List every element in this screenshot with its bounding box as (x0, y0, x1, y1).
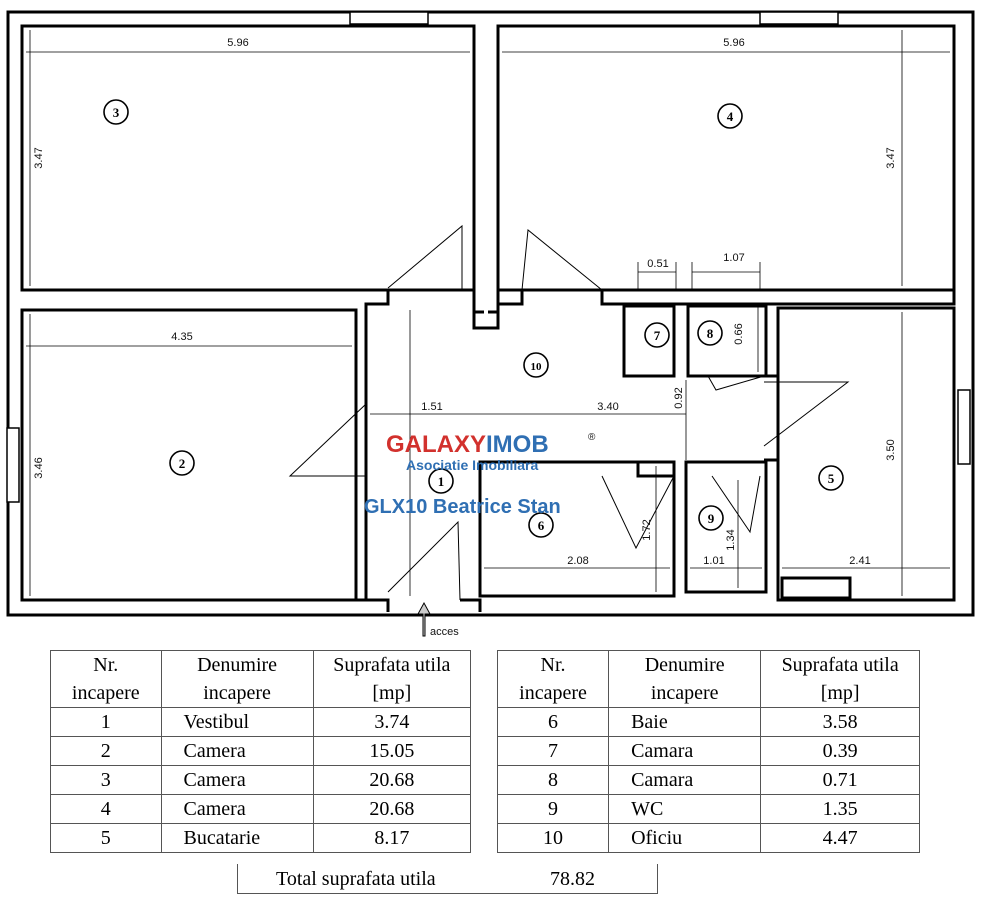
total-label: Total suprafata utila (276, 868, 436, 890)
table-row: 1 Vestibul 3.74 (51, 708, 471, 737)
table-header-row (51, 651, 471, 708)
table-row: 7 Camara 0.39 (498, 737, 920, 766)
header-name: Denumire incapere (609, 651, 761, 708)
room-number-5: 5 (827, 471, 835, 486)
header-area: Suprafata utila [mp] (761, 651, 920, 708)
table-row: 2 Camera 15.05 (51, 737, 471, 766)
windows (7, 12, 970, 502)
door-swings (290, 226, 848, 600)
walls (8, 12, 973, 615)
dim-room5-height: 3.50 (885, 439, 897, 461)
dim-wc-height: 1.34 (725, 529, 737, 551)
brand-registered: ® (588, 432, 596, 443)
room-number-10: 10 (530, 361, 542, 373)
header-name: Denumire incapere (161, 651, 313, 708)
dim-bath-width: 2.08 (567, 555, 589, 567)
dim-room5-width: 2.41 (849, 555, 871, 567)
access-arrow-icon (418, 603, 430, 636)
room-number-3: 3 (112, 105, 120, 120)
dim-room2-height: 3.46 (33, 457, 45, 479)
dim-pantry8-width: 1.07 (723, 252, 745, 264)
dim-room2-width: 4.35 (171, 331, 193, 343)
table-row: 9 WC 1.35 (498, 795, 920, 824)
dim-room3-width: 5.96 (227, 37, 249, 49)
dim-pantry7-width: 0.51 (647, 258, 669, 270)
room-number-1: 1 (437, 474, 445, 489)
header-nr: Nr. incapere (498, 651, 609, 708)
dim-wc-width: 1.01 (703, 555, 725, 567)
room-number-2: 2 (178, 456, 186, 471)
brand-part2: IMOB (486, 431, 549, 458)
room-number-8: 8 (706, 326, 714, 341)
table-row: 5 Bucatarie 8.17 (51, 824, 471, 853)
room-number-6: 6 (537, 518, 545, 533)
total-value: 78.82 (550, 868, 595, 890)
agent-label: GLX10 Beatrice Stan (364, 496, 561, 518)
table-row: 6 Baie 3.58 (498, 708, 920, 737)
total-row (237, 864, 658, 894)
dim-corridor-main: 3.40 (597, 401, 619, 413)
access-label: acces (430, 626, 459, 638)
table-row: 10 Oficiu 4.47 (498, 824, 920, 853)
room-number-7: 7 (653, 328, 661, 343)
header-area: Suprafata utila [mp] (313, 651, 470, 708)
brand-subtitle: Asociatie Imobiliara (406, 457, 539, 473)
dim-pantry8-depth: 0.66 (733, 323, 745, 345)
room-number-9: 9 (707, 511, 715, 526)
svg-text:GALAXYIMOB (386, 431, 549, 458)
table-header-row (498, 651, 920, 708)
dim-room3-height: 3.47 (33, 147, 45, 169)
dim-corridor-left: 1.51 (421, 401, 443, 413)
table-row: 4 Camera 20.68 (51, 795, 471, 824)
table-row: 3 Camera 20.68 (51, 766, 471, 795)
room-number-4: 4 (726, 109, 734, 124)
dim-hall-depth: 0.92 (673, 387, 685, 409)
dim-room4-height: 3.47 (885, 147, 897, 169)
header-nr: Nr. incapere (51, 651, 162, 708)
dim-room4-width: 5.96 (723, 37, 745, 49)
table-row: 8 Camara 0.71 (498, 766, 920, 795)
brand-part1: GALAXY (386, 431, 487, 458)
room-table-left (50, 650, 471, 853)
room-table-right (497, 650, 920, 853)
dim-bath-height: 1.72 (641, 519, 653, 541)
